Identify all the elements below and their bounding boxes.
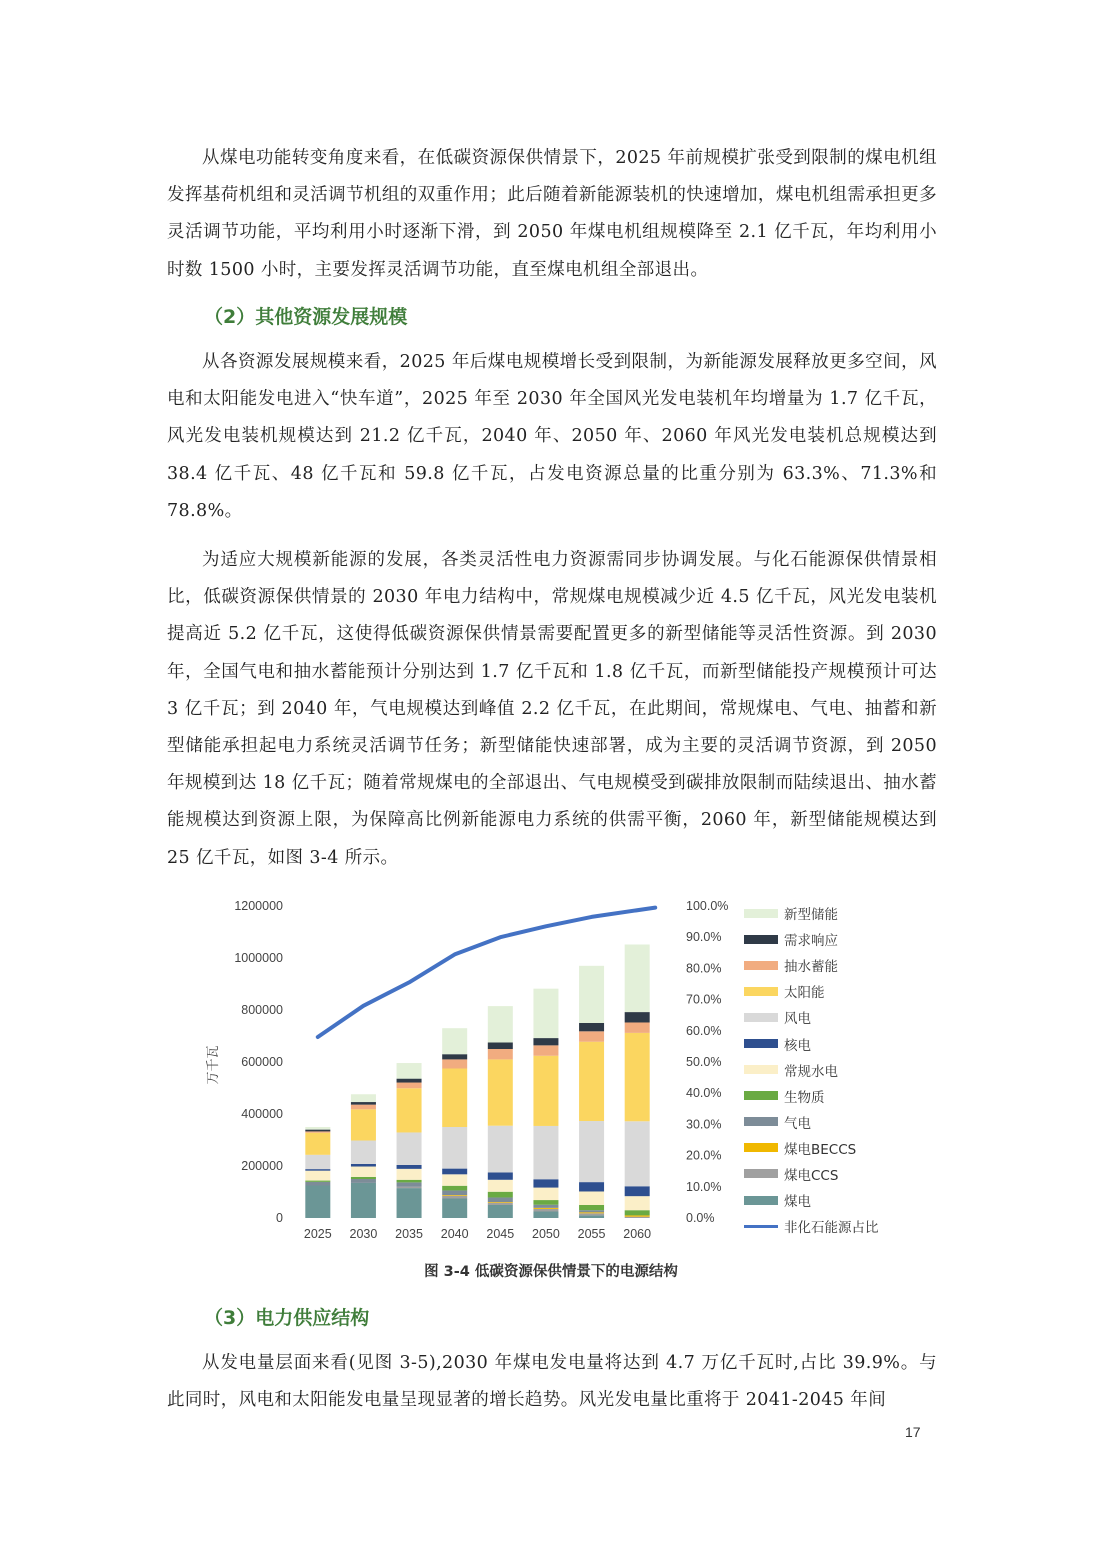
legend-item bbox=[744, 1213, 879, 1239]
x-tick-label: 2030 bbox=[349, 1227, 378, 1241]
legend-item bbox=[744, 1083, 879, 1109]
legend-label: 非化石能源占比 bbox=[784, 1220, 879, 1237]
bar-segment bbox=[351, 1177, 376, 1179]
bar-segment bbox=[488, 1043, 513, 1050]
non-fossil-ratio-line bbox=[318, 908, 655, 1037]
bar-segment bbox=[488, 1006, 513, 1042]
bar-segment bbox=[397, 1182, 422, 1186]
page-number: 17 bbox=[905, 1424, 921, 1440]
bar-segment bbox=[625, 1215, 650, 1216]
legend-item bbox=[744, 1057, 879, 1083]
y-tick-label: 800000 bbox=[241, 1003, 283, 1017]
bar-segment bbox=[579, 1212, 604, 1213]
bar-segment bbox=[579, 1042, 604, 1121]
y2-tick-label: 20.0% bbox=[686, 1148, 722, 1163]
section-heading-other-resources: （2）其他资源发展规模 bbox=[204, 306, 408, 328]
bar-segment bbox=[442, 1059, 467, 1068]
paragraph-flexible-resources: 为适应大规模新能源的发展，各类灵活性电力资源需同步协调发展。与化石能源保供情景相比，低碳资源保供情景的 2030 年电力结构中，常规煤电规模减少近 4.5 亿千瓦，风光发电装机提高近 5.2 亿千瓦，这使得低碳资源保供情景需要配置更多的新型储能等灵活性资源。到 2030 年，全国气电和抽水蓄能预计分别达到 1.7 亿千瓦和 1.8 亿千瓦，而新型储能投产规模预计可达 3 亿千瓦；到 2040 年，气电规模达到峰值 2.2 亿千瓦，在此期间，常规煤电、气电、抽蓄和新型储能承担起电力系统灵活调节任务；新型储能快速部署，成为主要的灵活调节资源，到 2050 年规模到达 18 亿千瓦；随着常规煤电的全部退出、气电规模受到碳排放限制而陆续退出、抽水蓄能规模达到资源上限，为保障高比例新能源电力系统的供需平衡，2060 年，新型储能规模达到 25 亿千瓦，如图 3-4 所示。 bbox=[167, 550, 937, 868]
y2-tick-label: 60.0% bbox=[686, 1023, 722, 1038]
x-tick-label: 2055 bbox=[577, 1227, 606, 1241]
bar-segment bbox=[442, 1169, 467, 1175]
legend-swatch bbox=[744, 1196, 778, 1205]
legend-swatch bbox=[744, 987, 778, 996]
bar-segment bbox=[625, 1033, 650, 1121]
bar-segment bbox=[488, 1180, 513, 1192]
power-structure-chart bbox=[195, 890, 740, 1245]
bar-segment bbox=[625, 1012, 650, 1022]
bar-segment bbox=[397, 1088, 422, 1132]
bar-segment bbox=[488, 1173, 513, 1180]
bar-segment bbox=[305, 1133, 330, 1155]
legend-swatch bbox=[744, 1091, 778, 1100]
bar-segment bbox=[305, 1155, 330, 1169]
y2-tick-label: 90.0% bbox=[686, 930, 722, 945]
bar-segment bbox=[397, 1180, 422, 1183]
bar-segment bbox=[351, 1183, 376, 1218]
y2-tick-label: 40.0% bbox=[686, 1086, 722, 1101]
bar-segment bbox=[579, 1182, 604, 1191]
y2-tick-label: 70.0% bbox=[686, 992, 722, 1007]
legend-swatch bbox=[744, 935, 778, 944]
bar-segment bbox=[533, 1208, 558, 1209]
bar-segment bbox=[533, 1200, 558, 1205]
bar-segment bbox=[305, 1130, 330, 1132]
bar-segment bbox=[533, 1056, 558, 1126]
bar-segment bbox=[488, 1126, 513, 1173]
bar-segment bbox=[579, 1213, 604, 1215]
y-tick-label: 1000000 bbox=[234, 951, 283, 965]
bar-segment bbox=[579, 966, 604, 1023]
x-tick-label: 2025 bbox=[303, 1227, 332, 1241]
bar-segment bbox=[305, 1171, 330, 1181]
bar-segment bbox=[351, 1141, 376, 1164]
legend-item bbox=[744, 900, 879, 926]
bar-segment bbox=[533, 1126, 558, 1179]
bar-segment bbox=[397, 1169, 422, 1180]
legend-item bbox=[744, 1109, 879, 1135]
figure-caption: 图 3-4 低碳资源保供情景下的电源结构 bbox=[424, 1264, 678, 1280]
bar-segment bbox=[533, 1179, 558, 1187]
bar-segment bbox=[625, 1022, 650, 1032]
bar-segment bbox=[351, 1105, 376, 1110]
bar-segment bbox=[488, 1203, 513, 1205]
bar-segment bbox=[397, 1063, 422, 1079]
bar-segment bbox=[488, 1197, 513, 1202]
legend-swatch bbox=[744, 1117, 778, 1126]
legend-label: 太阳能 bbox=[784, 985, 825, 1002]
bar-segment bbox=[625, 1210, 650, 1215]
bar-segment bbox=[442, 1196, 467, 1199]
bar-segment bbox=[488, 1059, 513, 1125]
y-tick-label: 0 bbox=[276, 1211, 283, 1225]
bar-segment bbox=[351, 1109, 376, 1140]
legend-swatch bbox=[744, 1013, 778, 1022]
bar-segment bbox=[351, 1164, 376, 1167]
bar-segment bbox=[442, 1195, 467, 1196]
bar-segment bbox=[397, 1132, 422, 1165]
bar-segment bbox=[305, 1169, 330, 1171]
bar-segment bbox=[579, 1215, 604, 1218]
legend-swatch bbox=[744, 1065, 778, 1074]
legend-swatch bbox=[744, 1039, 778, 1048]
bar-segment bbox=[351, 1102, 376, 1105]
bar-segment bbox=[579, 1191, 604, 1205]
section-heading-power-supply: （3）电力供应结构 bbox=[204, 1307, 370, 1329]
bar-segment bbox=[625, 1196, 650, 1210]
bar-segment bbox=[442, 1190, 467, 1195]
paragraph-resource-scale: 从各资源发展规模来看，2025 年后煤电规模增长受到限制，为新能源发展释放更多空间，风电和太阳能发电进入“快车道”，2025 年至 2030 年全国风光发电装机年均增量为 1.7 亿千瓦，风光发电装机规模达到 21.2 亿千瓦，2040 年、2050 年、2060 年风光发电装机总规模达到 38.4 亿千瓦、48 亿千瓦和 59.8 亿千瓦，占发电资源总量的比重分别为 63.3%、71.3%和 78.8%。 bbox=[167, 352, 937, 521]
legend-swatch bbox=[744, 1143, 778, 1152]
legend-item bbox=[744, 1161, 879, 1187]
bar-segment bbox=[442, 1028, 467, 1054]
legend-item bbox=[744, 926, 879, 952]
bar-segment bbox=[305, 1186, 330, 1219]
legend-label: 风电 bbox=[784, 1011, 811, 1028]
legend-item bbox=[744, 978, 879, 1004]
y-axis-label: 万千瓦 bbox=[206, 1045, 221, 1085]
bar-segment bbox=[625, 1217, 650, 1218]
bar-segment bbox=[351, 1094, 376, 1102]
legend-item bbox=[744, 1030, 879, 1056]
bar-segment bbox=[579, 1023, 604, 1031]
legend-item bbox=[744, 1135, 879, 1161]
bar-segment bbox=[625, 944, 650, 1012]
bar-segment bbox=[305, 1131, 330, 1132]
bar-segment bbox=[533, 1212, 558, 1219]
bar-segment bbox=[625, 1121, 650, 1186]
legend-label: 新型储能 bbox=[784, 907, 838, 924]
legend-label: 气电 bbox=[784, 1115, 811, 1132]
bar-segment bbox=[488, 1192, 513, 1198]
legend-swatch bbox=[744, 1225, 778, 1228]
y2-tick-label: 100.0% bbox=[686, 899, 729, 913]
bar-segment bbox=[533, 1209, 558, 1212]
x-tick-label: 2045 bbox=[486, 1227, 515, 1241]
chart-legend bbox=[744, 900, 879, 1239]
bar-segment bbox=[533, 989, 558, 1038]
paragraph-generation: 从发电量层面来看(见图 3-5),2030 年煤电发电量将达到 4.7 万亿千瓦时,占比 39.9%。与此同时，风电和太阳能发电量呈现显著的增长趋势。风光发电量比重将于 2041-2045 年间 bbox=[167, 1353, 937, 1411]
bar-segment bbox=[533, 1188, 558, 1200]
bar-segment bbox=[305, 1181, 330, 1182]
bar-segment bbox=[442, 1069, 467, 1128]
bar-segment bbox=[579, 1205, 604, 1210]
bar-segment bbox=[397, 1187, 422, 1188]
x-tick-label: 2040 bbox=[440, 1227, 469, 1241]
bar-segment bbox=[533, 1205, 558, 1208]
bar-segment bbox=[397, 1083, 422, 1089]
x-tick-label: 2050 bbox=[532, 1227, 560, 1241]
y2-tick-label: 10.0% bbox=[686, 1179, 722, 1194]
bar-segment bbox=[533, 1038, 558, 1045]
x-tick-label: 2035 bbox=[395, 1227, 423, 1241]
bar-segment bbox=[351, 1167, 376, 1177]
y2-tick-label: 0.0% bbox=[686, 1211, 715, 1225]
bar-segment bbox=[488, 1049, 513, 1059]
legend-swatch bbox=[744, 1169, 778, 1178]
bar-segment bbox=[305, 1182, 330, 1186]
bar-segment bbox=[442, 1199, 467, 1219]
bar-segment bbox=[442, 1127, 467, 1169]
legend-item bbox=[744, 1004, 879, 1030]
y2-tick-label: 30.0% bbox=[686, 1117, 722, 1132]
legend-swatch bbox=[744, 961, 778, 970]
x-tick-label: 2060 bbox=[623, 1227, 652, 1241]
bar-segment bbox=[397, 1188, 422, 1218]
legend-swatch bbox=[744, 909, 778, 918]
legend-label: 生物质 bbox=[784, 1089, 825, 1106]
y-tick-label: 600000 bbox=[241, 1055, 283, 1069]
legend-label: 常规水电 bbox=[784, 1063, 838, 1080]
legend-label: 核电 bbox=[784, 1037, 811, 1054]
bar-segment bbox=[305, 1127, 330, 1130]
bar-segment bbox=[442, 1186, 467, 1191]
y-tick-label: 1200000 bbox=[234, 899, 283, 913]
bar-segment bbox=[579, 1031, 604, 1041]
legend-item bbox=[744, 1187, 879, 1213]
bar-segment bbox=[579, 1210, 604, 1212]
legend-label: 需求响应 bbox=[784, 933, 838, 950]
bar-segment bbox=[351, 1179, 376, 1183]
legend-label: 煤电 bbox=[784, 1194, 811, 1211]
legend-label: 煤电BECCS bbox=[784, 1141, 857, 1158]
legend-item bbox=[744, 952, 879, 978]
legend-label: 煤电CCS bbox=[784, 1167, 839, 1184]
bar-segment bbox=[488, 1202, 513, 1203]
y-tick-label: 400000 bbox=[241, 1107, 283, 1121]
bar-segment bbox=[397, 1165, 422, 1169]
bar-segment bbox=[533, 1045, 558, 1055]
bar-segment bbox=[442, 1174, 467, 1185]
bar-segment bbox=[625, 1186, 650, 1196]
bar-segment bbox=[397, 1079, 422, 1083]
bar-segment bbox=[442, 1054, 467, 1059]
legend-label: 抽水蓄能 bbox=[784, 959, 838, 976]
y-tick-label: 200000 bbox=[241, 1159, 283, 1173]
bar-segment bbox=[579, 1121, 604, 1182]
paragraph-coal-function: 从煤电功能转变角度来看，在低碳资源保供情景下，2025 年前规模扩张受到限制的煤电机组发挥基荷机组和灵活调节机组的双重作用；此后随着新能源装机的快速增加，煤电机组需承担更多灵活调节功能，平均利用小时逐渐下滑，到 2050 年煤电机组规模降至 2.1 亿千瓦，年均利用小时数 1500 小时，主要发挥灵活调节功能，直至煤电机组全部退出。 bbox=[167, 148, 937, 280]
bar-segment bbox=[488, 1205, 513, 1218]
y2-tick-label: 80.0% bbox=[686, 961, 722, 976]
y2-tick-label: 50.0% bbox=[686, 1055, 722, 1069]
